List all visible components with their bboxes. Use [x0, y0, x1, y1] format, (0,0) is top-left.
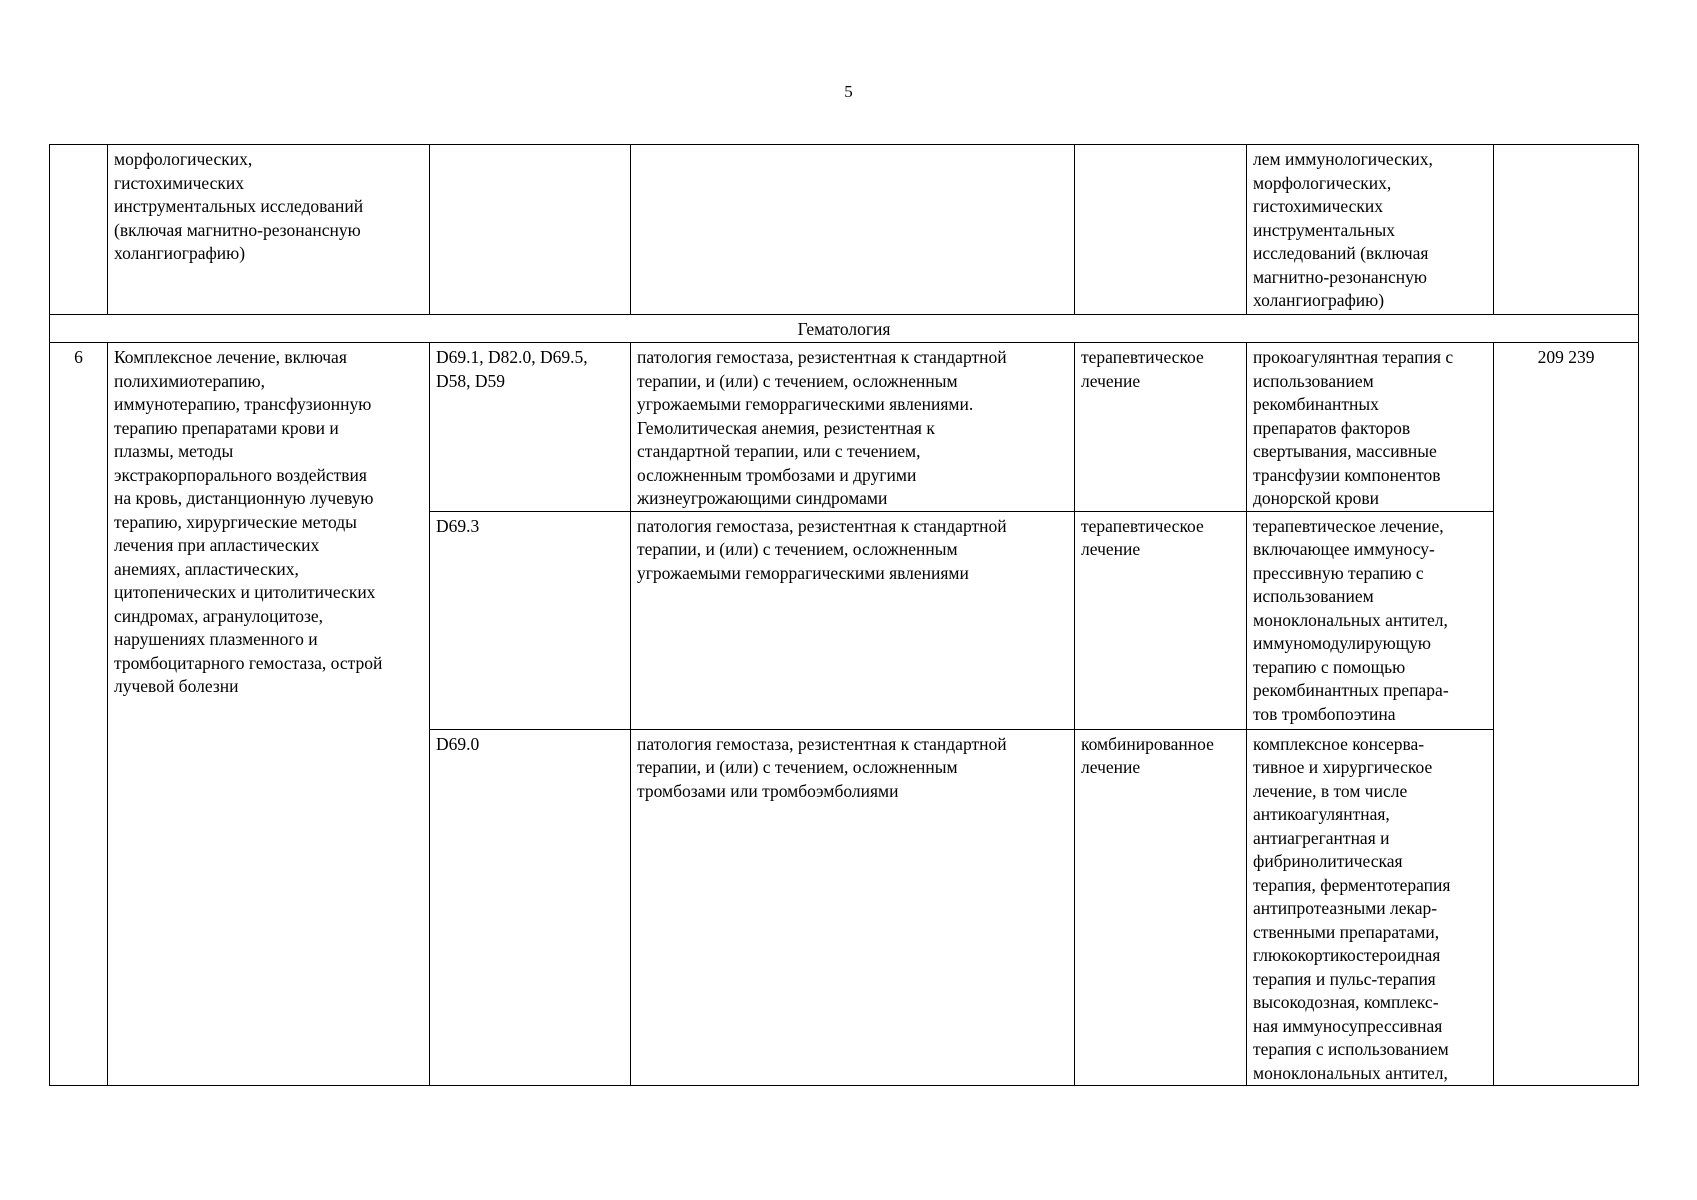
text-line: Гемолитическая анемия, резистентная к	[637, 417, 935, 438]
text-line: терапии, и (или) с течением, осложненным	[637, 370, 958, 391]
cell-method	[1247, 343, 1494, 512]
cell-type	[1075, 729, 1247, 1086]
text-line: инструментальных исследований	[114, 196, 364, 216]
text-line: комплексное консерва-	[1253, 733, 1425, 754]
text-line: угрожаемыми геморрагическими явлениями	[637, 562, 969, 583]
text-line: антикоагулянтная,	[1253, 804, 1390, 824]
text-line: терапия, ферментотерапия	[1253, 874, 1451, 895]
text-line: лечение	[1081, 370, 1141, 391]
cell-number: 6	[50, 343, 108, 1086]
section-row	[50, 315, 1639, 343]
cell-method	[1247, 145, 1494, 315]
text-line: терапевтическое	[1081, 347, 1204, 367]
text-line: иммуномодулирующую	[1253, 633, 1431, 653]
cell-codes	[430, 511, 631, 729]
text-line: антипротеазными лекар-	[1253, 898, 1438, 918]
text-line: инструментальных	[1253, 219, 1395, 240]
text-line: тромбозами или тромбоэмболиями	[637, 780, 899, 801]
cell-type	[1075, 511, 1247, 729]
text-line: жизнеугрожающими синдромами	[637, 488, 888, 508]
cell-model	[631, 729, 1075, 1086]
text-line: трансфузии компонентов	[1253, 464, 1441, 485]
cell-number	[50, 145, 108, 315]
cell-cost	[1494, 145, 1639, 315]
text-line: тов тромбопоэтина	[1253, 703, 1396, 724]
text-line: лем иммунологических,	[1253, 149, 1433, 169]
text-line: комбинированное	[1081, 733, 1214, 754]
text-line: осложненным тромбозами и другими	[637, 464, 917, 485]
text-line: терапию с помощью	[1253, 656, 1406, 677]
text-line: терапевтическое лечение,	[1253, 515, 1444, 536]
text-line: холангиографию)	[1253, 290, 1385, 310]
text-line: нарушениях плазменного и	[114, 629, 318, 649]
cell-model	[631, 343, 1075, 512]
text-line: терапия и пульс-терапия	[1253, 968, 1436, 989]
text-line: иммунотерапию, трансфузионную	[114, 394, 372, 414]
cell-codes	[430, 343, 631, 512]
text-line: гистохимических	[114, 172, 244, 193]
text-line: использованием	[1253, 370, 1374, 391]
text-line: морфологических,	[1253, 172, 1392, 193]
text-line: свертывания, массивные	[1253, 441, 1437, 461]
text-line: на кровь, дистанционную лучевую	[114, 488, 374, 508]
cell-type	[1075, 343, 1247, 512]
text-line: синдромах, агранулоцитозе,	[114, 605, 324, 626]
text-line: моноклональных антител,	[1253, 1062, 1448, 1083]
text-line: патология гемостаза, резистентная к стандартной	[637, 733, 1007, 754]
text-line: терапевтическое	[1081, 515, 1204, 536]
text-line: включающее иммуносу-	[1253, 539, 1435, 559]
text-line: лечение	[1081, 539, 1141, 559]
text-line: экстракорпорального воздействия	[114, 464, 367, 485]
text-line: лучевой болезни	[114, 676, 239, 696]
cell-codes	[430, 729, 631, 1086]
text-line: терапия с использованием	[1253, 1039, 1449, 1059]
cell-codes	[430, 145, 631, 315]
text-line: глюкокортикостероидная	[1253, 945, 1441, 965]
text-line: гистохимических	[1253, 196, 1383, 216]
text-line: ственными препаратами,	[1253, 921, 1440, 942]
text-line: тивное и хирургическое	[1253, 757, 1433, 777]
text-line: терапии, и (или) с течением, осложненным	[637, 539, 958, 559]
text-line: патология гемостаза, резистентная к стандартной	[637, 515, 1007, 536]
section-title: Гематология	[50, 315, 1639, 343]
text-line: Комплексное лечение, включая	[114, 347, 347, 367]
text-line: патология гемостаза, резистентная к стандартной	[637, 347, 1007, 367]
text-line: тромбоцитарного гемостаза, острой	[114, 652, 383, 673]
text-line: препаратов факторов	[1253, 417, 1411, 438]
cell-cost: 209 239	[1494, 343, 1639, 1086]
text-line: цитопенических и цитолитических	[114, 582, 376, 602]
text-line: исследований (включая	[1253, 243, 1429, 263]
text-line: терапии, и (или) с течением, осложненным	[637, 757, 958, 777]
text-line: стандартной терапии, или с течением,	[637, 441, 921, 461]
text-line: антиагрегантная и	[1253, 827, 1390, 848]
medical-care-table	[49, 144, 1639, 1086]
cell-name	[108, 343, 430, 1086]
cell-model	[631, 511, 1075, 729]
text-line: морфологических,	[114, 149, 253, 169]
text-line: рекомбинантных	[1253, 394, 1379, 414]
cell-method	[1247, 511, 1494, 729]
page-number: 5	[844, 82, 853, 101]
text-line: прессивную терапию с	[1253, 562, 1424, 583]
continuation-row	[50, 145, 1639, 315]
text-line: лечение	[1081, 757, 1141, 777]
text-line: (включая магнитно-резонансную	[114, 219, 361, 240]
cell-type	[1075, 145, 1247, 315]
text-line: высокодозная, комплекс-	[1253, 992, 1439, 1012]
text-line: использованием	[1253, 586, 1374, 606]
cell-name	[108, 145, 430, 315]
cell-method	[1247, 729, 1494, 1086]
text-line: D69.3	[436, 515, 480, 536]
text-line: рекомбинантных препара-	[1253, 680, 1449, 700]
text-line: D69.0	[436, 733, 480, 754]
text-line: холангиографию)	[114, 243, 246, 263]
text-line: терапию, хирургические методы	[114, 511, 357, 532]
text-line: угрожаемыми геморрагическими явлениями.	[637, 394, 974, 414]
text-line: прокоагулянтная терапия с	[1253, 347, 1454, 367]
text-line: ная иммуносупрессивная	[1253, 1015, 1443, 1036]
text-line: D58, D59	[436, 370, 506, 391]
text-line: донорской крови	[1253, 488, 1380, 508]
text-line: плазмы, методы	[114, 441, 234, 461]
table-row	[50, 343, 1639, 512]
text-line: лечение, в том числе	[1253, 780, 1408, 801]
text-line: лечения при апластических	[114, 535, 320, 555]
text-line: терапию препаратами крови и	[114, 417, 339, 438]
text-line: фибринолитическая	[1253, 851, 1403, 871]
text-line: полихимиотерапию,	[114, 370, 265, 391]
text-line: магнитно-резонансную	[1253, 266, 1427, 287]
cell-model	[631, 145, 1075, 315]
text-line: анемиях, апластических,	[114, 558, 299, 579]
text-line: D69.1, D82.0, D69.5,	[436, 347, 588, 367]
text-line: моноклональных антител,	[1253, 609, 1448, 630]
